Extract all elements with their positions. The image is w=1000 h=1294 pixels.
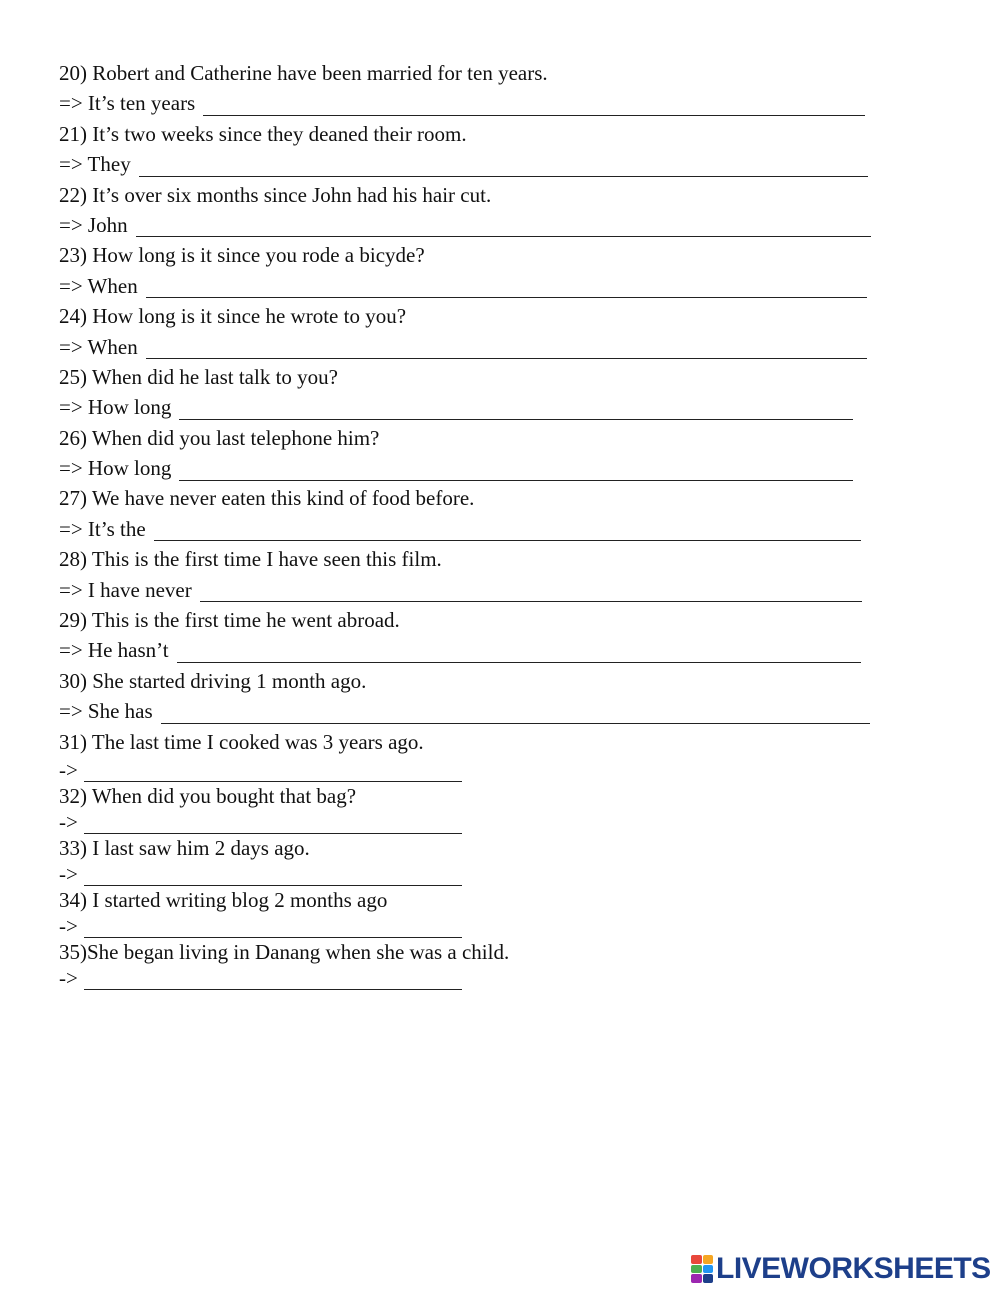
answer-prompt: => When xyxy=(59,273,138,298)
question-32: 32) When did you bought that bag? xyxy=(59,783,357,808)
question-22: 22) It’s over six months since John had his hair cut. xyxy=(59,182,492,207)
answer-row-32 xyxy=(59,809,889,835)
question-31: 31) The last time I cooked was 3 years ago. xyxy=(59,729,424,754)
answer-input-28[interactable] xyxy=(200,581,862,602)
question-26: 26) When did you last telephone him? xyxy=(59,425,380,450)
liveworksheets-logo-icon xyxy=(691,1255,713,1283)
answer-row-29 xyxy=(59,635,889,665)
answer-prompt: => How long xyxy=(59,395,172,420)
answer-input-29[interactable] xyxy=(177,642,861,663)
answer-prompt: => When xyxy=(59,334,138,359)
answer-input-35[interactable] xyxy=(84,969,462,990)
answer-input-31[interactable] xyxy=(84,761,462,782)
answer-row-31 xyxy=(59,757,889,783)
answer-row-20 xyxy=(59,88,889,118)
answer-input-30[interactable] xyxy=(161,703,870,724)
question-29: 29) This is the first time he went abroad. xyxy=(59,608,400,633)
answer-input-26[interactable] xyxy=(179,460,853,481)
answer-row-21 xyxy=(59,149,889,179)
answer-input-27[interactable] xyxy=(154,520,861,541)
question-21: 21) It’s two weeks since they deaned their room. xyxy=(59,121,467,146)
answer-row-26 xyxy=(59,453,889,483)
answer-row-25 xyxy=(59,392,889,422)
answer-row-27 xyxy=(59,514,889,544)
answer-row-30 xyxy=(59,696,889,726)
question-23: 23) How long is it since you rode a bicyde? xyxy=(59,243,425,268)
answer-prompt: -> xyxy=(59,965,78,990)
question-24: 24) How long is it since he wrote to you? xyxy=(59,304,407,329)
answer-prompt: -> xyxy=(59,757,78,782)
answer-prompt: => It’s ten years xyxy=(59,91,196,116)
answer-prompt: => How long xyxy=(59,456,172,481)
answer-prompt: => She has xyxy=(59,699,153,724)
answer-row-24 xyxy=(59,332,889,362)
question-20: 20) Robert and Catherine have been married for ten years. xyxy=(59,61,548,85)
answer-prompt: => John xyxy=(59,212,128,237)
answer-row-34 xyxy=(59,913,889,939)
answer-row-33 xyxy=(59,861,889,887)
answer-input-20[interactable] xyxy=(203,95,865,116)
answer-prompt: => It’s the xyxy=(59,516,146,541)
answer-prompt: => They xyxy=(59,152,131,177)
question-25: 25) When did he last talk to you? xyxy=(59,364,338,389)
logo-text: LIVEWORKSHEETS xyxy=(716,1252,991,1285)
question-33: 33) I last saw him 2 days ago. xyxy=(59,835,310,860)
answer-prompt: => He hasn’t xyxy=(59,638,169,663)
question-28: 28) This is the first time I have seen this film. xyxy=(59,547,442,572)
answer-prompt: -> xyxy=(59,861,78,886)
answer-row-22 xyxy=(59,210,889,240)
answer-input-32[interactable] xyxy=(84,813,462,834)
question-27: 27) We have never eaten this kind of food before. xyxy=(59,486,475,511)
answer-input-23[interactable] xyxy=(146,277,867,298)
answer-input-34[interactable] xyxy=(84,917,462,938)
answer-input-25[interactable] xyxy=(179,399,853,420)
question-34: 34) I started writing blog 2 months ago xyxy=(59,887,388,912)
answer-input-33[interactable] xyxy=(84,865,462,886)
answer-input-21[interactable] xyxy=(139,156,868,177)
liveworksheets-logo xyxy=(691,1252,991,1286)
answer-row-23 xyxy=(59,271,889,301)
answer-row-28 xyxy=(59,575,889,605)
answer-input-22[interactable] xyxy=(136,216,871,237)
worksheet xyxy=(59,58,889,991)
answer-row-35 xyxy=(59,965,889,991)
answer-input-24[interactable] xyxy=(146,338,867,359)
answer-prompt: -> xyxy=(59,913,78,938)
answer-prompt: -> xyxy=(59,809,78,834)
question-30: 30) She started driving 1 month ago. xyxy=(59,668,367,693)
answer-prompt: => I have never xyxy=(59,577,192,602)
question-35: 35)She began living in Danang when she was a child. xyxy=(59,939,510,964)
